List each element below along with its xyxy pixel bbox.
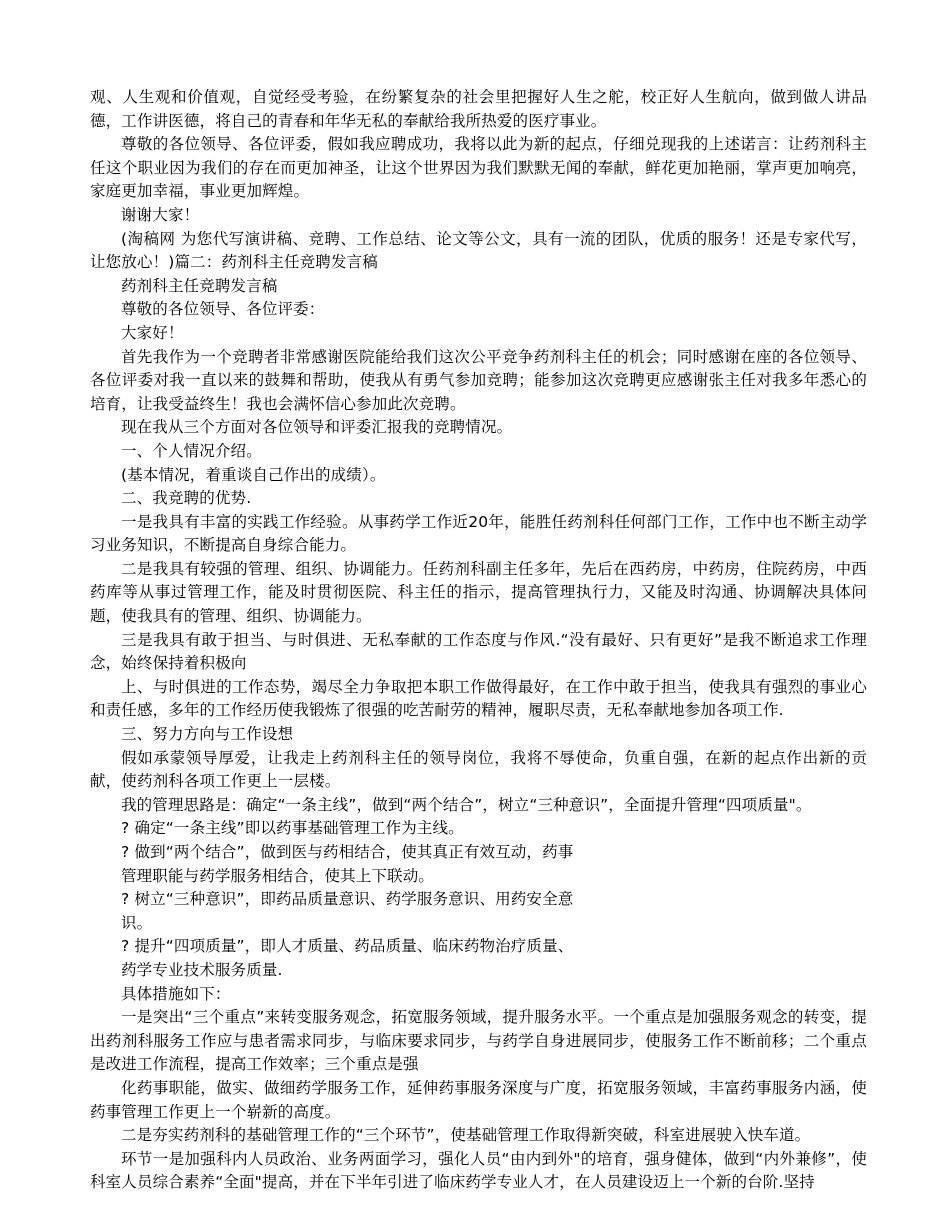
document-paragraph: 三是我具有敢于担当、与时俱进、无私奉献的工作态度与作风.“没有最好、只有更好”是我不断追求工作理念，始终保持着积极向: [90, 630, 867, 673]
document-paragraph: 一、个人情况介绍。: [121, 441, 262, 460]
document-paragraph: 尊敬的各位领导、各位评委，假如我应聘成功，我将以此为新的起点，仔细兑现我的上述诺言：让药剂科主任这个职业因为我们的存在而更加神圣，让这个世界因为我们默默无闻的奉献，鲜花更加艳丽，掌声更加响亮，家庭更加幸福，事业更加辉煌。: [90, 135, 867, 201]
document-paragraph: ? 确定“一条主线”即以药事基础管理工作为主线。: [121, 819, 464, 838]
document-paragraph: 尊敬的各位领导、各位评委：: [121, 300, 325, 319]
document-paragraph: 管理职能与药学服务相结合，使其上下联动。: [121, 866, 435, 885]
document-paragraph: ? 提升“四项质量”，即人才质量、药品质量、临床药物治疗质量、: [121, 937, 574, 956]
document-paragraph: (淘稿网 为您代写演讲稿、竞聘、工作总结、论文等公文，具有一流的团队，优质的服务！还是专家代写，让您放心！)篇二：药剂科主任竞聘发言稿: [90, 229, 867, 272]
document-paragraph: 上、与时俱进的工作态势，竭尽全力争取把本职工作做得最好，在工作中敢于担当，使我具有强烈的事业心和责任感，多年的工作经历使我锻炼了很强的吃苦耐劳的精神，履职尽责，无私奉献地参加各项工作.: [90, 677, 867, 720]
document-paragraph: 环节一是加强科内人员政治、业务两面学习，强化人员“由内到外"的培育，强身健体，做到“内外兼修”，使科室人员综合素养“全面"提高，并在下半年引进了临床药学专业人才，在人员建设迈上一个新的台阶.坚持: [90, 1149, 867, 1192]
document-paragraph: (基本情况，着重谈自己作出的成绩）。: [121, 465, 386, 484]
document-paragraph: 一是我具有丰富的实践工作经验。从事药学工作近20年，能胜任药剂科任何部门工作，工作中也不断主动学习业务知识，不断提高自身综合能力。: [90, 512, 867, 555]
document-paragraph: 观、人生观和价值观，自觉经受考验，在纷繁复杂的社会里把握好人生之舵，校正好人生航向，做到做人讲品德，工作讲医德，将自己的青春和年华无私的奉献给我所热爱的医疗事业。: [90, 88, 867, 130]
document-paragraph: 二是夯实药剂科的基础管理工作的“三个环节”，使基础管理工作取得新突破，科室进展驶入快车道。: [121, 1126, 811, 1145]
document-body: [90, 86, 867, 1195]
document-paragraph: 二、我竞聘的优势.: [121, 489, 252, 508]
document-paragraph: 现在我从三个方面对各位领导和评委汇报我的竞聘情况。: [121, 418, 513, 437]
document-paragraph: 具体措施如下：: [121, 984, 231, 1003]
document-paragraph: 药学专业技术服务质量.: [121, 960, 283, 979]
document-paragraph: 识。: [121, 913, 153, 932]
document-paragraph: 化药事职能，做实、做细药学服务工作，延伸药事服务深度与广度，拓宽服务领域，丰富药事服务内涵，使药事管理工作更上一个崭新的高度。: [90, 1078, 867, 1121]
document-paragraph: 首先我作为一个竞聘者非常感谢医院能给我们这次公平竞争药剂科主任的机会；同时感谢在座的各位领导、各位评委对我一直以来的鼓舞和帮助，使我从有勇气参加竞聘；能参加这次竞聘更应感谢张主任对我多年悉心的培育，让我受益终生！我也会满怀信心参加此次竞聘。: [90, 347, 867, 413]
document-paragraph: ? 树立“三种意识”，即药品质量意识、药学服务意识、用药安全意: [121, 890, 574, 909]
document-paragraph: 一是突出“三个重点”来转变服务观念，拓宽服务领域，提升服务水平。一个重点是加强服务观念的转变，提出药剂科服务工作应与患者需求同步，与临床要求同步，与药学自身进展同步，使服务工作不断前移；二个重点是改进工作流程，提高工作效率；三个重点是强: [90, 1008, 867, 1074]
document-paragraph: 药剂科主任竞聘发言稿: [121, 276, 278, 295]
document-paragraph: 三、努力方向与工作设想: [121, 725, 294, 744]
document-paragraph: 二是我具有较强的管理、组织、协调能力。任药剂科副主任多年，先后在西药房，中药房，住院药房，中西药库等从事过管理工作，能及时贯彻医院、科主任的指示，提高管理执行力，又能及时沟通、协调解决具体问题，使我具有的管理、组织、协调能力。: [90, 559, 867, 626]
document-paragraph: 假如承蒙领导厚爱，让我走上药剂科主任的领导岗位，我将不辱使命，负重自强，在新的起点作出新的贡献，使药剂科各项工作更上一层楼。: [90, 748, 867, 791]
document-paragraph: ? 做到“两个结合”，做到医与药相结合，使其真正有效互动，药事: [121, 843, 574, 861]
document-paragraph: 我的管理思路是：确定“一条主线”，做到“两个结合”，树立“三种意识”，全面提升管理“四项质量"。: [121, 795, 812, 814]
document-paragraph: 谢谢大家！: [121, 205, 200, 224]
document-paragraph: 大家好！: [121, 323, 184, 342]
